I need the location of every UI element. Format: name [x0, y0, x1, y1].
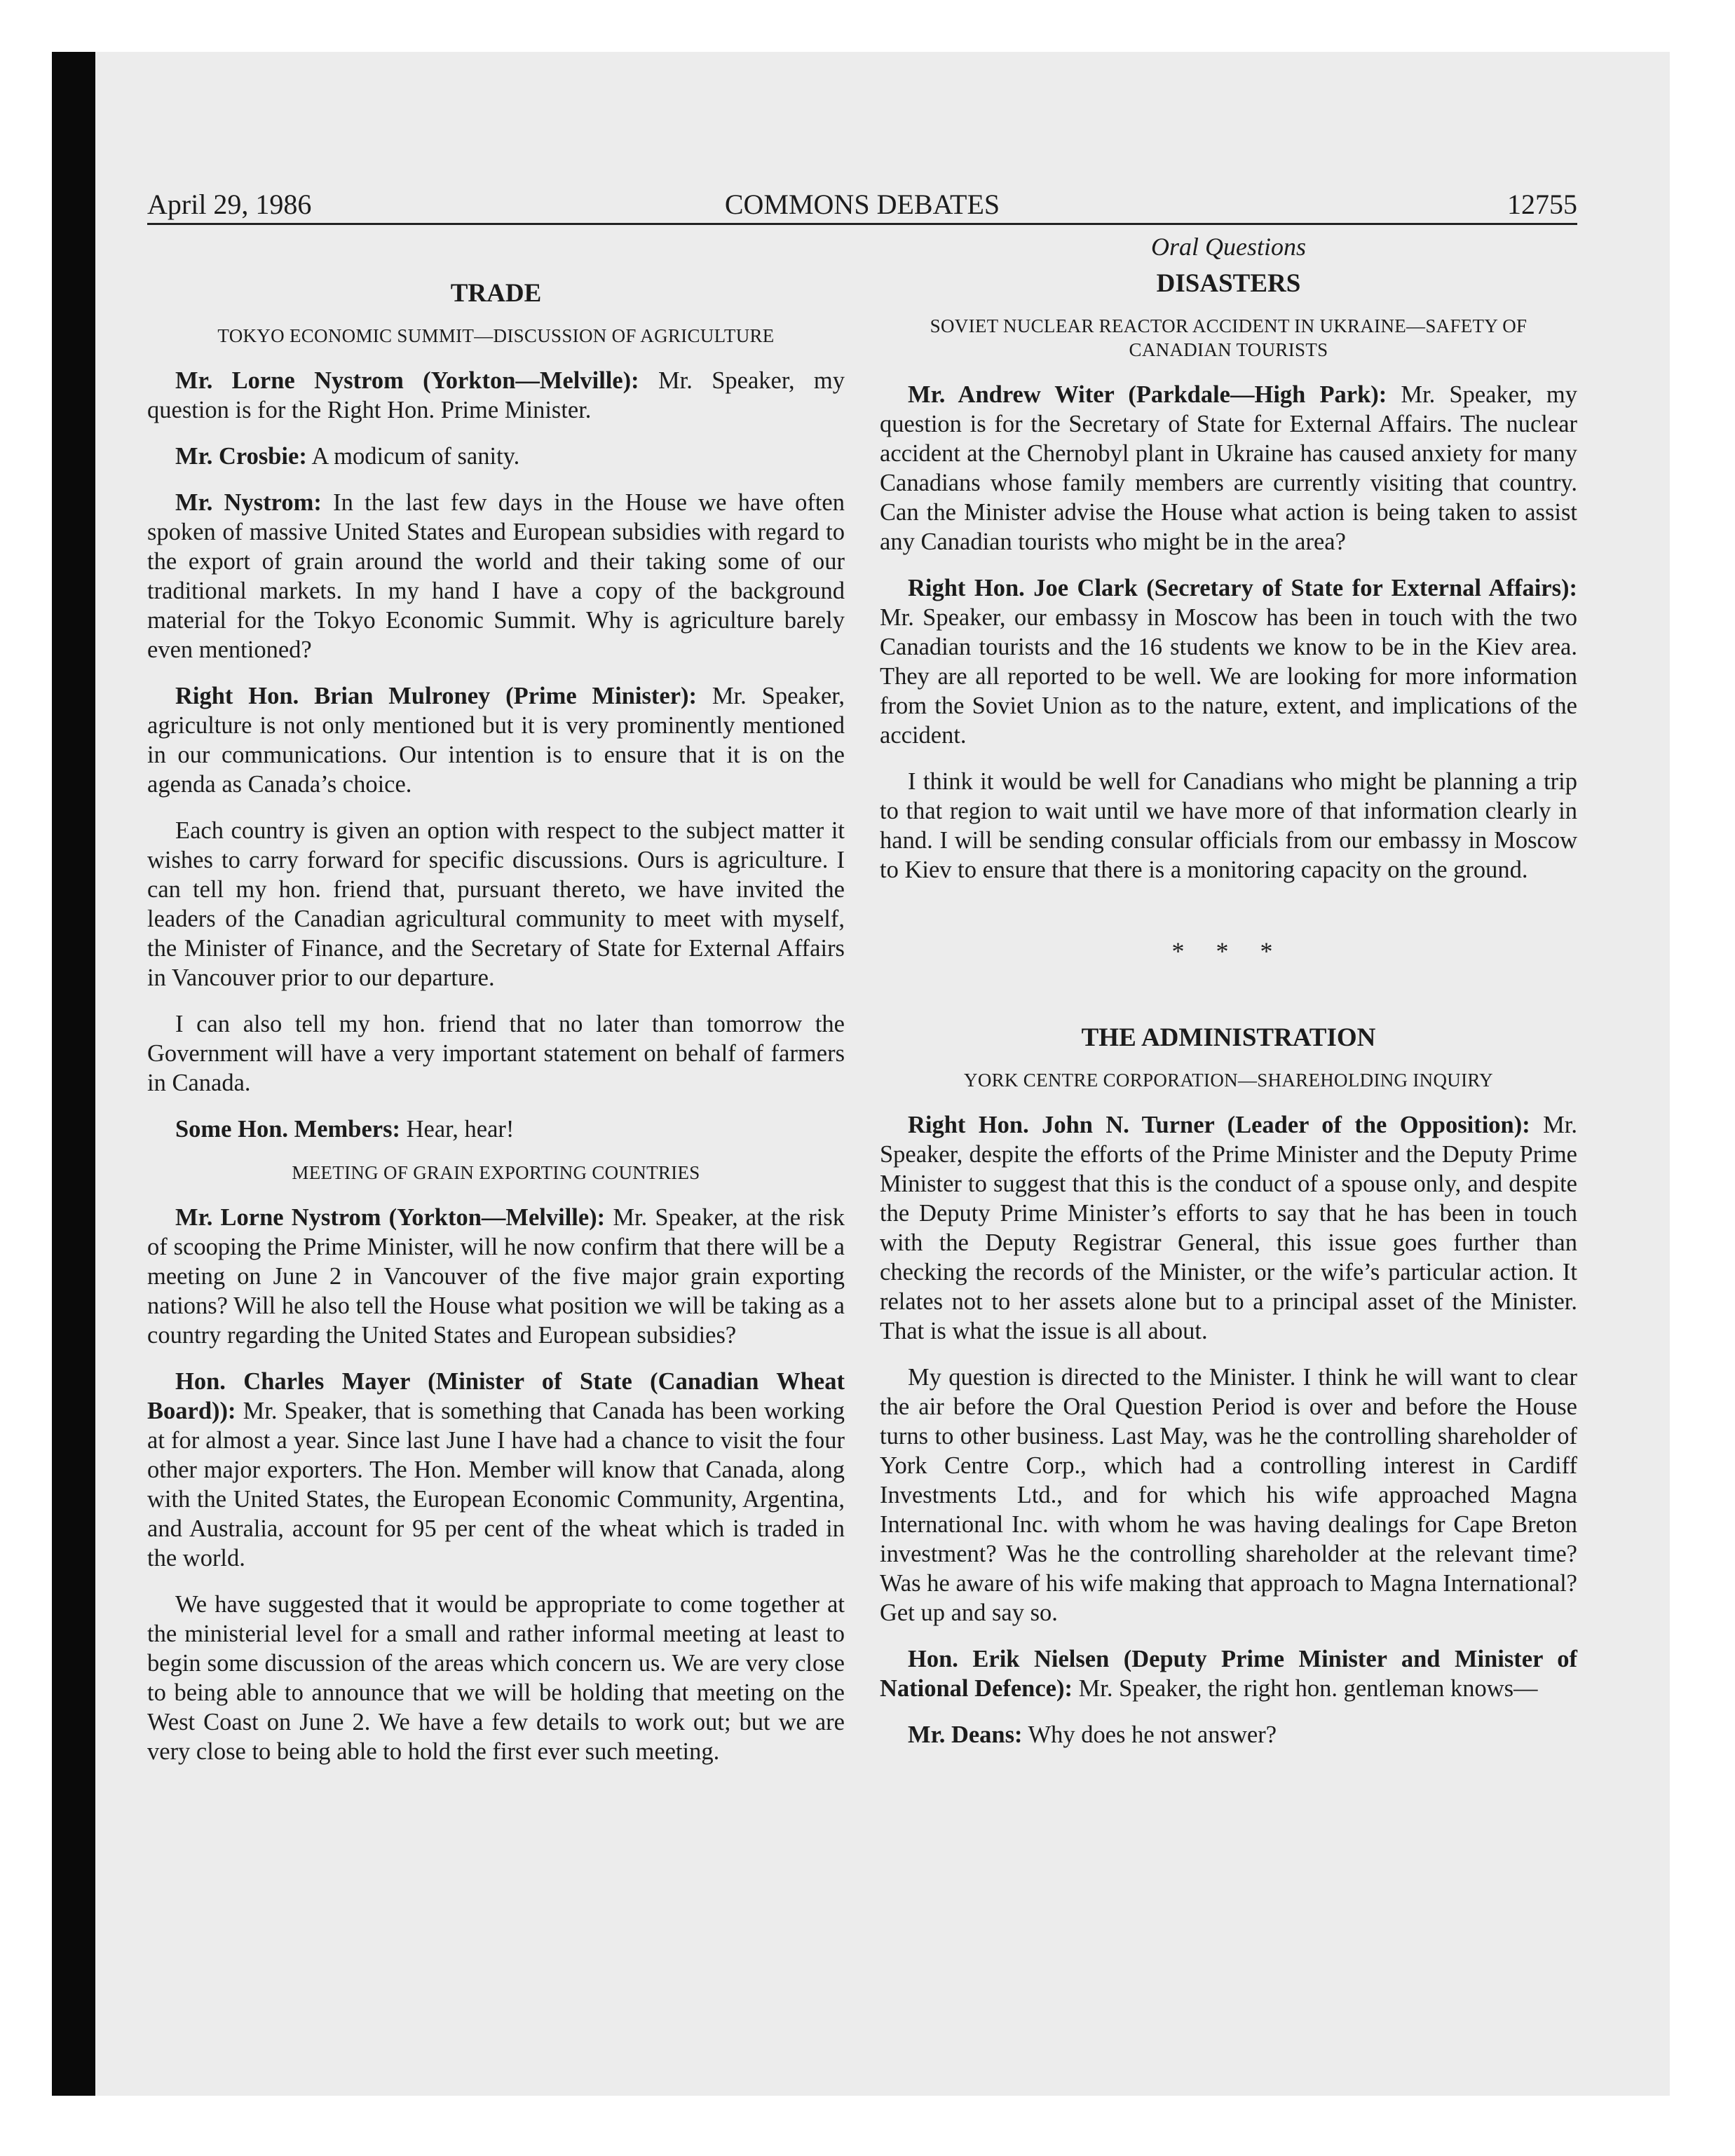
spacer-after-stars: [880, 966, 1577, 1022]
paragraph-clark: [880, 573, 1577, 750]
speaker-name: Hon. Charles Mayer (Minister of State (Canadian Wheat Board)):: [147, 1368, 845, 1424]
speaker-name: Mr. Andrew Witer (Parkdale—High Park):: [908, 381, 1387, 408]
speech-text: Mr. Speaker, my question is for the Secretary of State for External Affairs. The nuclear accident at the Chernobyl plant in Ukraine has caused anxiety for many Canadians whose family members are currently visiting that country. Can the Minister advise the House what action is being taken to assist any Canadian tourists who might be in the area?: [880, 381, 1577, 555]
paragraph-nystrom-3: [147, 1203, 845, 1350]
paragraph-mayer: [147, 1367, 845, 1573]
header-rule: [147, 223, 1577, 225]
speaker-name: Mr. Lorne Nystrom (Yorkton—Melville):: [175, 367, 639, 394]
speech-text: Why does he not answer?: [1022, 1721, 1277, 1748]
paragraph-nystrom-2: [147, 488, 845, 664]
paragraph-deans: [880, 1720, 1577, 1749]
speech-text: Hear, hear!: [400, 1116, 515, 1142]
speaker-name: Right Hon. John N. Turner (Leader of the Opposition):: [908, 1112, 1530, 1138]
paragraph-crosbie: [147, 442, 845, 471]
speech-text: Mr. Speaker, that is something that Canada has been working at for almost a year. Since last June I have had a chance to visit the four other major exporters. The Hon. Member will know that Canada, along with the United States, the European Economic Community, Argentina, and Australia, account for 95 per cent of the wheat which is traded in the world.: [147, 1398, 845, 1571]
right-column: [880, 231, 1577, 1766]
page-header: [147, 186, 1577, 223]
section-heading-trade: TRADE: [450, 279, 542, 308]
paragraph-turner: [880, 1110, 1577, 1346]
paragraph-witer: [880, 380, 1577, 557]
paragraph-mayer-2: We have suggested that it would be appropriate to come together at the ministerial level for a small and rather informal meeting at least to begin some discussion of the areas which concern us. We are very close to being able to announce that we will be holding that meeting on the West Coast on June 2. We have a few details to work out; but we are very close to being able to hold the first ever such meeting.: [147, 1591, 845, 1765]
paragraph-clark-2: I think it would be well for Canadians who might be planning a trip to that region to wait until we have more of that information clearly in hand. I will be sending consular officials from our embassy in Moscow to Kiev to ensure that there is a monitoring capacity on the ground.: [880, 768, 1577, 883]
speaker-name: Mr. Crosbie:: [175, 443, 307, 470]
speech-text: A modicum of sanity.: [306, 443, 520, 470]
section-separator-stars: * * *: [1171, 937, 1286, 965]
header-title: COMMONS DEBATES: [724, 189, 1000, 220]
running-head: Oral Questions: [1150, 233, 1306, 261]
speech-text: Mr. Speaker, agriculture is not only mentioned but it is very prominently mentioned in our communications. Our intention is to ensure that it is on the agenda as Canada’s choice.: [147, 683, 845, 798]
speech-text: Mr. Speaker, the right hon. gentleman knows—: [1072, 1675, 1538, 1702]
speaker-name: Mr. Nystrom:: [175, 489, 322, 516]
speech-text: Mr. Speaker, at the risk of scooping the Prime Minister, will he now confirm that there will be a meeting on June 2 in Vancouver of the five major grain exporting nations? Will he also tell the House what position we will be taking as a country regarding the United States and European subsidies?: [147, 1204, 845, 1349]
speech-text: In the last few days in the House we have often spoken of massive United States and European subsidies with regard to the export of grain around the world and their taking some of our traditional markets. In my hand I have a copy of the background material for the Tokyo Economic Summit. Why is agriculture barely even mentioned?: [147, 489, 845, 663]
speaker-name: Mr. Lorne Nystrom (Yorkton—Melville):: [175, 1204, 606, 1231]
speech-text: Mr. Speaker, despite the efforts of the Prime Minister and the Deputy Prime Minister to suggest that this is the conduct of a spouse only, and despite the Deputy Prime Minister’s efforts to say that he has been in touch with the Deputy Registrar General, this issue goes further than checking the records of the Minister, or the wife’s particular action. It relates not to her assets alone but to a principal asset of the Minister. That is what the issue is all about.: [880, 1112, 1577, 1344]
section-heading-disasters: DISASTERS: [1156, 269, 1301, 298]
header-date: April 29, 1986: [147, 189, 312, 220]
section-heading-administration: THE ADMINISTRATION: [1081, 1023, 1376, 1052]
paragraph-members: [147, 1114, 845, 1144]
scan-edge-bar: [52, 52, 95, 2096]
paragraph-mulroney-3: I can also tell my hon. friend that no later than tomorrow the Government will have a very important statement on behalf of farmers in Canada.: [147, 1011, 845, 1096]
speech-text: Mr. Speaker, our embassy in Moscow has been in touch with the two Canadian tourists and the 16 students we know to be in the Kiev area. They are all reported to be well. We are looking for more information from the Soviet Union as to the nature, extent, and implications of the accident.: [880, 604, 1577, 749]
paragraph-mulroney-2: Each country is given an option with respect to the subject matter it wishes to carry forward for specific discussions. Ours is agriculture. I can tell my hon. friend that, pursuant thereto, we have invited the leaders of the Canadian agricultural community to meet with myself, the Minister of Finance, and the Secretary of State for External Affairs in Vancouver prior to our departure.: [147, 817, 845, 991]
speaker-name: Right Hon. Joe Clark (Secretary of State for External Affairs):: [908, 575, 1577, 601]
left-column-top-space: [147, 231, 845, 278]
speaker-name: Right Hon. Brian Mulroney (Prime Minister):: [175, 683, 697, 709]
paragraph-turner-2: My question is directed to the Minister. I think he will want to clear the air before the Oral Question Period is over and before the House turns to other business. Last May, was he the controlling shareholder of York Centre Corp., which had a controlling interest in Cardiff Investments Ltd., and for which his wife approached Magna International Inc. with whom he was having dealings for Cape Breton investment? Was he the controlling shareholder at the relevant time? Was he aware of his wife making that approach to Magna International? Get up and say so.: [880, 1364, 1577, 1626]
subheading-grain-meeting: MEETING OF GRAIN EXPORTING COUNTRIES: [292, 1162, 700, 1183]
paragraph-mulroney: [147, 681, 845, 799]
left-column: [147, 231, 845, 1783]
subheading-soviet-reactor: SOVIET NUCLEAR REACTOR ACCIDENT IN UKRAINE—SAFETY OF CANADIAN TOURISTS: [930, 315, 1528, 360]
subheading-tokyo-summit: TOKYO ECONOMIC SUMMIT—DISCUSSION OF AGRICULTURE: [217, 325, 775, 346]
paragraph-nystrom-1: [147, 366, 845, 425]
paragraph-nielsen: [880, 1644, 1577, 1703]
speech-text: Mr. Speaker, my question is for the Right Hon. Prime Minister.: [147, 367, 845, 423]
header-page-number: 12755: [1507, 189, 1577, 220]
spacer-before-stars: [880, 901, 1577, 936]
subheading-york-centre: YORK CENTRE CORPORATION—SHAREHOLDING INQUIRY: [964, 1070, 1493, 1091]
speaker-name: Some Hon. Members:: [175, 1116, 400, 1142]
speaker-name: Hon. Erik Nielsen (Deputy Prime Minister and Minister of National Defence):: [880, 1646, 1577, 1702]
speaker-name: Mr. Deans:: [908, 1721, 1023, 1748]
